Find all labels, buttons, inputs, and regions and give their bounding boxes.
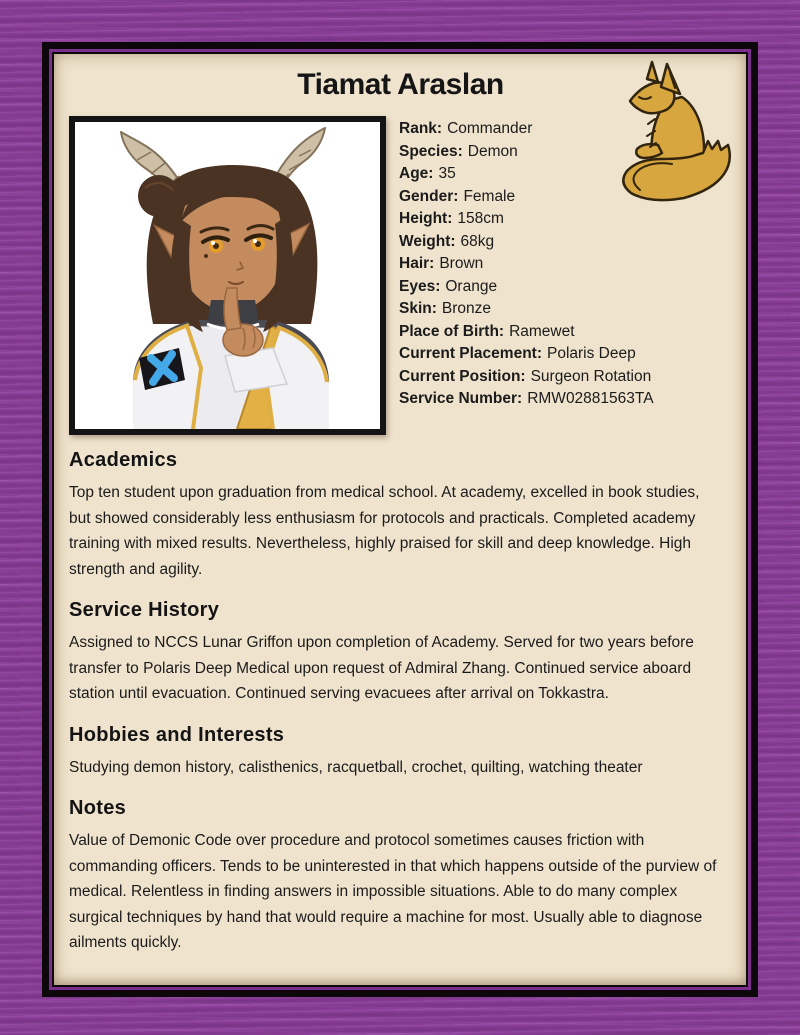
gold-fox-icon: [610, 57, 738, 205]
stat-label: Rank:: [399, 120, 443, 137]
section-heading: Service History: [69, 599, 220, 621]
stat-label: Hair:: [399, 255, 435, 272]
frame-purple-pinstripe: [49, 49, 751, 990]
stat-label: Place of Birth:: [399, 322, 505, 340]
page-title: Tiamat Araslan: [297, 68, 504, 101]
stat-value: Commander: [447, 120, 533, 137]
stat-value: Surgeon Rotation: [530, 367, 652, 385]
stat-label: Eyes:: [399, 277, 441, 295]
section-heading: Hobbies and Interests: [69, 723, 285, 746]
stat-value: Demon: [467, 142, 518, 160]
frame-black-band: [42, 42, 758, 997]
section-body: Top ten student upon graduation from medical school. At academy, excelled in book studies, but showed considerably less enthusiasm for protocols and practicals. Completed academy training with mixed results. Nevertheless, highly praised for skill and deep knowledge. High strength and agility.: [69, 484, 700, 578]
section-2: [69, 723, 724, 781]
section-body: Value of Demonic Code over procedure and protocol sometimes causes friction with commanding officers. Tends to be uninterested in that which happens outside of the purview of medical. Relentless in finding answers in impossible situations. Able to do many complex surgical techniques by hand that would require a machine for most. Usually able to diagnose ailments quickly.: [69, 832, 717, 951]
sheet-content: [54, 54, 746, 985]
character-portrait: [69, 116, 386, 435]
stat-label: Gender:: [399, 187, 459, 205]
section-heading: Academics: [69, 449, 178, 471]
stat-label: Age:: [399, 165, 434, 182]
stat-value: Polaris Deep: [546, 345, 636, 362]
section-body: Assigned to NCCS Lunar Griffon upon completion of Academy. Served for two years before transfer to Polaris Deep Medical upon request of Admiral Zhang. Continued service aboard station until evacuation. Continued serving evacuees after arrival on Tokkastra.: [69, 634, 694, 702]
stat-value: 158cm: [457, 210, 504, 227]
stat-value: Orange: [445, 277, 498, 295]
section-0: [69, 448, 724, 582]
frame-inner-black-line: [52, 52, 748, 987]
stat-label: Height:: [399, 210, 453, 227]
stat-value: Bronze: [441, 300, 492, 317]
stat-label: Current Placement:: [399, 345, 542, 362]
stat-value: Ramewet: [509, 322, 575, 340]
stat-value: 68kg: [460, 232, 495, 250]
stat-label: Species:: [399, 142, 463, 160]
section-1: [69, 598, 724, 707]
stat-row: [399, 253, 654, 276]
section-heading: Notes: [69, 797, 127, 819]
fox-logo: [610, 57, 738, 205]
stat-label: Service Number:: [399, 390, 523, 407]
stat-row: [399, 321, 654, 344]
stat-row: [399, 343, 654, 366]
stat-row: [399, 388, 654, 411]
portrait-illustration: [75, 122, 380, 429]
stat-row: [399, 366, 654, 389]
stat-value: Brown: [439, 255, 484, 272]
stat-value: Female: [463, 187, 516, 205]
stat-label: Weight:: [399, 232, 456, 250]
stat-row: [399, 276, 654, 299]
stat-value: 35: [438, 165, 456, 182]
stat-row: [399, 208, 654, 231]
stat-label: Current Position:: [399, 367, 526, 385]
stat-value: RMW02881563TA: [527, 390, 654, 407]
sections: [69, 448, 732, 956]
stat-row: [399, 298, 654, 321]
stat-label: Skin:: [399, 300, 437, 317]
stat-row: [399, 231, 654, 254]
section-3: [69, 796, 724, 956]
section-body: Studying demon history, calisthenics, racquetball, crochet, quilting, watching theater: [69, 758, 643, 776]
